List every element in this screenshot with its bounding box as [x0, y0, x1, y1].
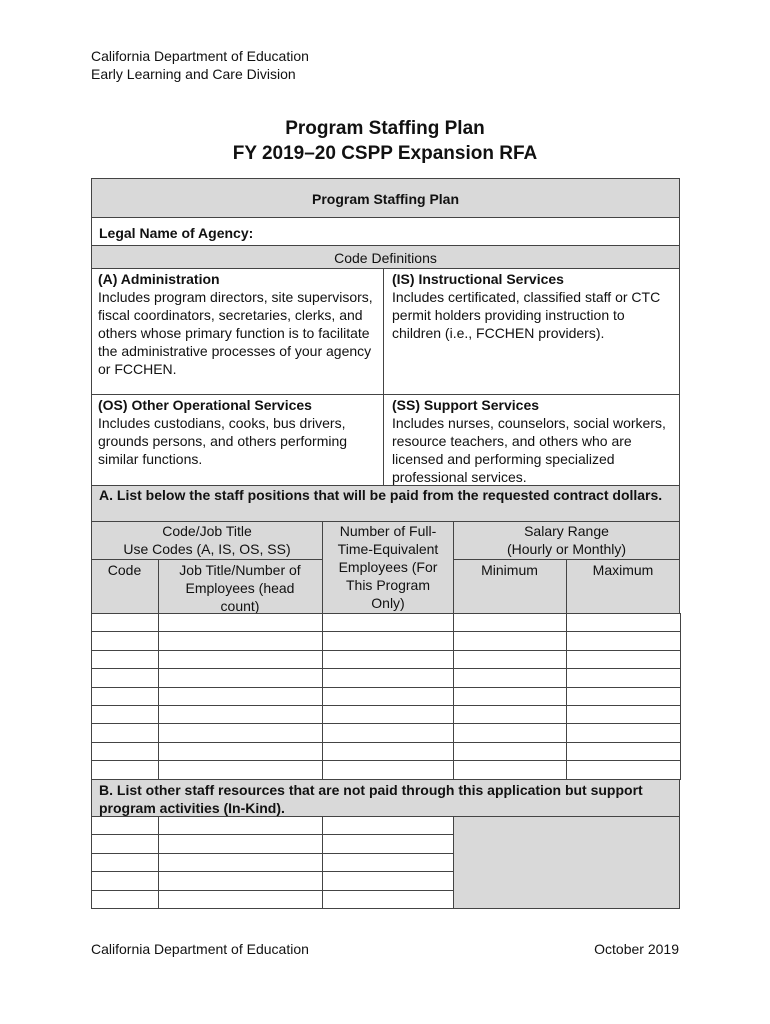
definition-os-title: (OS) Other Operational Services [98, 397, 312, 413]
section-b-cell-fte[interactable] [322, 853, 454, 872]
section-a-cell-code[interactable] [91, 650, 159, 669]
section-a-cell-fte[interactable] [322, 723, 454, 742]
section-a-cell-max[interactable] [566, 742, 681, 761]
section-b-cell-job[interactable] [158, 853, 323, 872]
section-a-cell-min[interactable] [453, 687, 567, 706]
section-a-cell-max[interactable] [566, 760, 681, 779]
section-a-cell-code[interactable] [91, 742, 159, 761]
col-code-title-label: Code/Job Title [162, 523, 252, 539]
definitions-hdivider [91, 394, 680, 395]
section-a-cell-code[interactable] [91, 723, 159, 742]
section-a-cell-max[interactable] [566, 668, 681, 687]
section-a-heading-row [91, 485, 680, 522]
section-a-cell-min[interactable] [453, 742, 567, 761]
section-a-cell-min[interactable] [453, 668, 567, 687]
section-a-cell-code[interactable] [91, 668, 159, 687]
section-a-cell-min[interactable] [453, 631, 567, 650]
definition-ss-title: (SS) Support Services [392, 397, 540, 413]
section-b-heading: B. List other staff resources that are not paid through this application but support program activities (In-Kind). [99, 782, 643, 816]
section-a-cell-min[interactable] [453, 760, 567, 779]
definition-is-title: (IS) Instructional Services [392, 271, 564, 287]
definitions-divider [383, 268, 384, 486]
col-job-title: Job Title/Number of Employees (head count) [179, 562, 301, 614]
page-subtitle: FY 2019–20 CSPP Expansion RFA [232, 143, 538, 164]
col-salary [453, 522, 680, 558]
col-fte: Number of Full-Time-Equivalent Employees (For This Program Only) [337, 523, 439, 611]
definition-support [392, 396, 674, 486]
section-a-cell-code[interactable] [91, 687, 159, 706]
section-a-cell-fte[interactable] [322, 705, 454, 724]
section-a-cell-min[interactable] [453, 723, 567, 742]
form-banner-row [91, 178, 680, 218]
definition-a-text: Includes program directors, site supervisors, fiscal coordinators, secretaries, clerks, and others whose primary function is to facilitate the administrative processes of your agency or FCCHEN. [98, 289, 373, 377]
section-b-cell-code[interactable] [91, 871, 159, 890]
section-a-cell-min[interactable] [453, 705, 567, 724]
section-a-cell-min[interactable] [453, 650, 567, 669]
code-definitions-heading: Code Definitions [334, 250, 437, 266]
form-banner: Program Staffing Plan [311, 191, 460, 207]
section-a-cell-job[interactable] [158, 650, 323, 669]
section-a-cell-code[interactable] [91, 705, 159, 724]
definition-instructional [392, 270, 674, 342]
section-b-cell-code[interactable] [91, 834, 159, 853]
section-a-cell-fte[interactable] [322, 613, 454, 632]
section-a-cell-code[interactable] [91, 613, 159, 632]
section-a-cell-max[interactable] [566, 723, 681, 742]
section-a-cell-min[interactable] [453, 613, 567, 632]
section-a-cell-job[interactable] [158, 742, 323, 761]
legal-name-row[interactable] [91, 217, 680, 246]
legal-name-label: Legal Name of Agency: [99, 225, 254, 241]
col-maximum: Maximum [592, 562, 654, 578]
col-code: Code [107, 562, 142, 578]
section-a-cell-job[interactable] [158, 668, 323, 687]
footer-date: October 2019 [594, 941, 679, 957]
definition-other-operational [98, 396, 378, 468]
section-b-cell-job[interactable] [158, 871, 323, 890]
col-code-title-sub: Use Codes (A, IS, OS, SS) [123, 541, 291, 557]
section-a-cell-max[interactable] [566, 631, 681, 650]
page-title: Program Staffing Plan [285, 118, 485, 139]
section-a-cell-max[interactable] [566, 613, 681, 632]
col-salary-label: Salary Range [524, 523, 609, 539]
section-a-cell-max[interactable] [566, 650, 681, 669]
section-a-cell-code[interactable] [91, 760, 159, 779]
section-a-cell-code[interactable] [91, 631, 159, 650]
section-b-cell-code[interactable] [91, 890, 159, 909]
section-a-heading: A. List below the staff positions that will be paid from the requested contract dollars. [99, 487, 663, 503]
section-a-cell-job[interactable] [158, 705, 323, 724]
section-b-cell-code[interactable] [91, 853, 159, 872]
section-a-cell-fte[interactable] [322, 687, 454, 706]
header-divider-code [158, 559, 159, 614]
col-minimum: Minimum [481, 562, 538, 578]
section-a-cell-fte[interactable] [322, 742, 454, 761]
section-a-cell-fte[interactable] [322, 631, 454, 650]
header-division: Early Learning and Care Division [91, 66, 296, 82]
definition-a-title: (A) Administration [98, 271, 220, 287]
section-a-cell-max[interactable] [566, 687, 681, 706]
section-a-cell-fte[interactable] [322, 760, 454, 779]
section-b-heading-row [91, 779, 680, 817]
definition-is-text: Includes certificated, classified staff or CTC permit holders providing instruction to children (i.e., FCCHEN providers). [392, 289, 661, 341]
section-b-cell-job[interactable] [158, 834, 323, 853]
section-b-cell-code[interactable] [91, 816, 159, 835]
section-a-cell-fte[interactable] [322, 650, 454, 669]
section-a-cell-fte[interactable] [322, 668, 454, 687]
header-hdivider-left [91, 559, 323, 560]
code-definitions-row [91, 245, 680, 269]
section-b-cell-fte[interactable] [322, 890, 454, 909]
col-salary-sub: (Hourly or Monthly) [506, 541, 627, 557]
definition-ss-text: Includes nurses, counselors, social workers, resource teachers, and others who are licensed and performing specialized professional services. [392, 415, 666, 485]
header-department: California Department of Education [91, 48, 309, 64]
footer-left: California Department of Education [91, 941, 309, 957]
section-b-cell-fte[interactable] [322, 871, 454, 890]
section-b-shaded-area [453, 816, 680, 909]
section-b-cell-fte[interactable] [322, 834, 454, 853]
definition-os-text: Includes custodians, cooks, bus drivers, grounds persons, and others performing similar functions. [98, 415, 348, 467]
section-b-cell-job[interactable] [158, 816, 323, 835]
section-a-cell-job[interactable] [158, 613, 323, 632]
section-a-cell-job[interactable] [158, 760, 323, 779]
page-header [91, 47, 309, 83]
col-code-title [91, 522, 323, 558]
section-b-cell-job[interactable] [158, 890, 323, 909]
definition-administration [98, 270, 378, 378]
section-a-cell-max[interactable] [566, 705, 681, 724]
section-b-cell-fte[interactable] [322, 816, 454, 835]
section-a-cell-job[interactable] [158, 631, 323, 650]
section-a-cell-job[interactable] [158, 687, 323, 706]
section-a-cell-job[interactable] [158, 723, 323, 742]
